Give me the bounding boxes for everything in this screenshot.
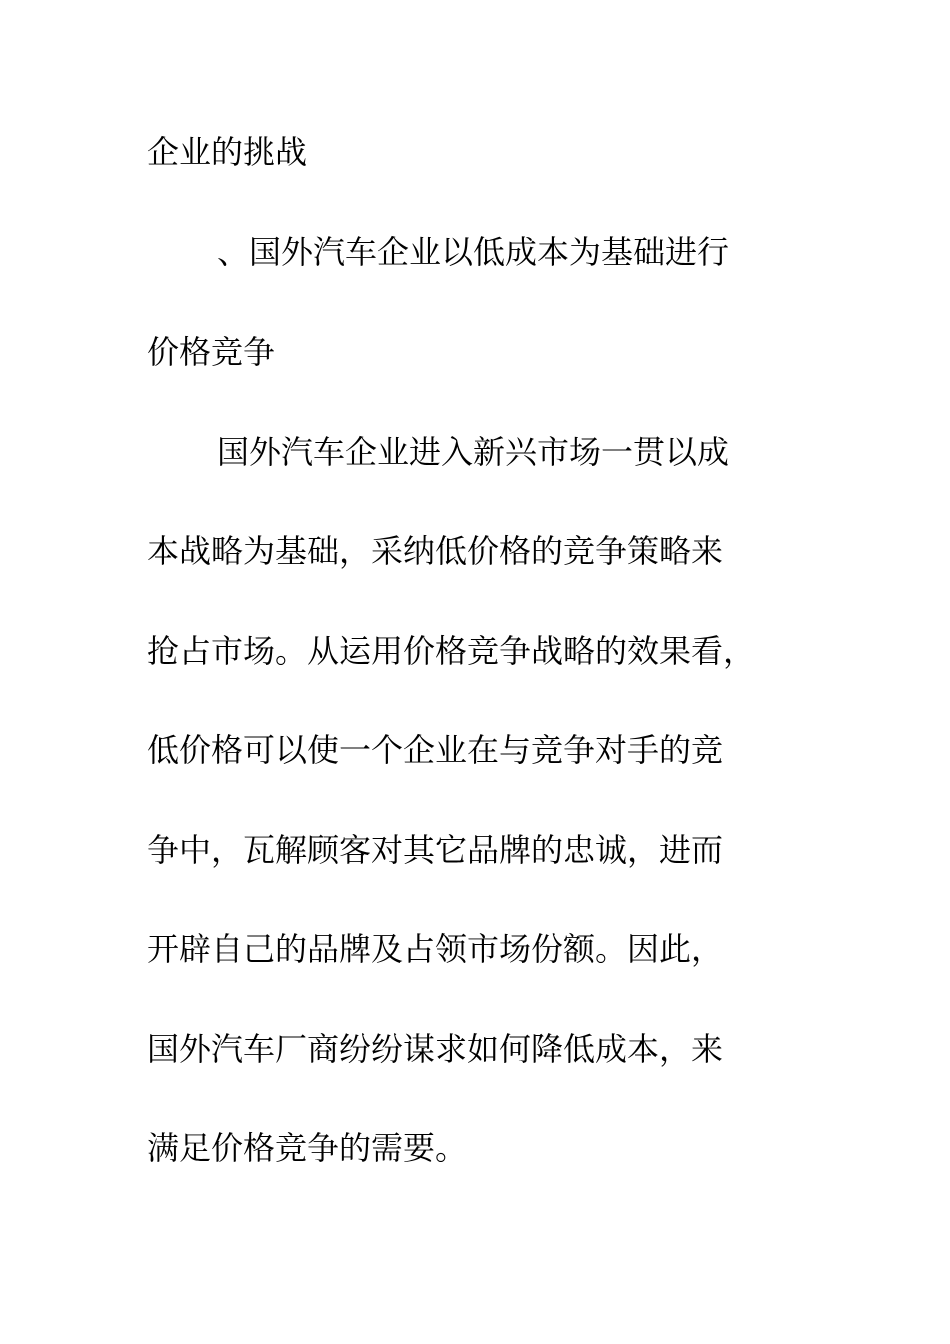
- paragraph-line: 抢占市场。从运用价格竞争战略的效果看，: [147, 632, 756, 670]
- paragraph-line: 开辟自己的品牌及占领市场份额。因此，: [147, 930, 724, 968]
- section-heading-continuation: 企业的挑战: [147, 133, 308, 171]
- paragraph-line: 满足价格竞争的需要。: [147, 1129, 468, 1167]
- paragraph-line: 低价格可以使一个企业在与竞争对手的竞: [147, 731, 724, 769]
- paragraph-line: 本战略为基础，采纳低价格的竞争策略来: [147, 532, 724, 570]
- paragraph-line: 国外汽车企业进入新兴市场一贯以成: [217, 433, 730, 471]
- paragraph-line: 国外汽车厂商纷纷谋求如何降低成本，来: [147, 1030, 724, 1068]
- subsection-heading-line-1: 、国外汽车企业以低成本为基础进行: [217, 233, 730, 271]
- paragraph-line: 争中，瓦解顾客对其它品牌的忠诚，进而: [147, 831, 724, 869]
- subsection-heading-line-2: 价格竞争: [147, 333, 276, 371]
